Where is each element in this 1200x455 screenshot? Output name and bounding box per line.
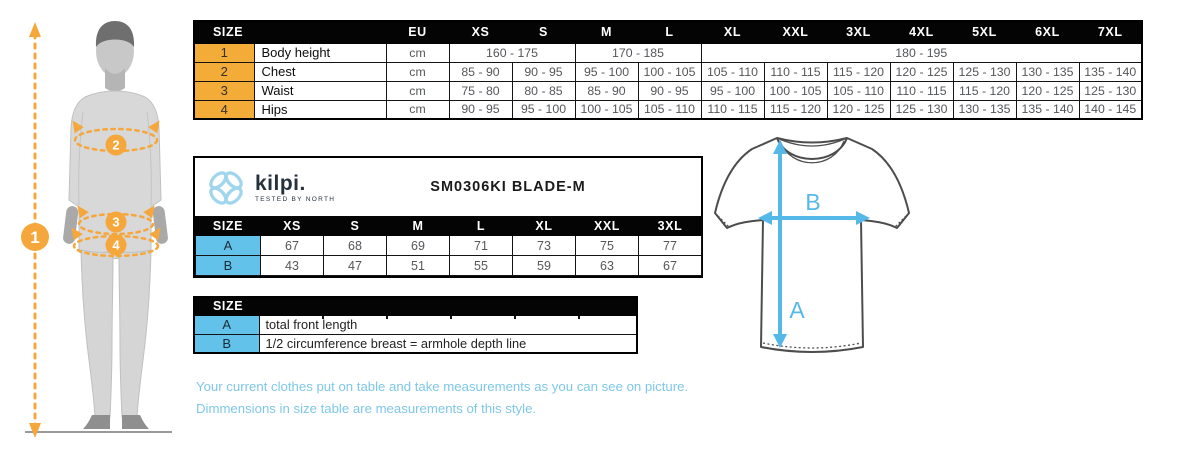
body-table-header-row bbox=[194, 21, 1142, 43]
row-label: Waist bbox=[254, 81, 386, 100]
note-line-2: Dimmensions in size table are measurements of this style. bbox=[196, 400, 537, 416]
measurement-row bbox=[194, 81, 1142, 100]
measurement-row bbox=[194, 62, 1142, 81]
column-header-3xl: 3XL bbox=[827, 21, 890, 43]
product-code: SM0306KI BLADE-M bbox=[430, 179, 586, 195]
tshirt-diagram bbox=[700, 125, 960, 375]
range-value: 90 - 95 bbox=[512, 62, 575, 81]
row-unit: cm bbox=[386, 43, 449, 62]
range-value: 115 - 120 bbox=[953, 81, 1016, 100]
range-value: 80 - 85 bbox=[512, 81, 575, 100]
dimension-value: 51 bbox=[387, 256, 450, 276]
range-value: 95 - 100 bbox=[575, 62, 638, 81]
row-number: 4 bbox=[194, 100, 254, 119]
range-value: 135 - 140 bbox=[1016, 100, 1079, 119]
column-header-size: SIZE bbox=[194, 21, 386, 43]
product-size-card bbox=[193, 156, 703, 278]
range-value: 100 - 105 bbox=[638, 62, 701, 81]
dimension-value: 43 bbox=[261, 256, 324, 276]
product-size-table bbox=[195, 216, 702, 276]
dimension-value: 59 bbox=[513, 256, 576, 276]
range-value: 105 - 110 bbox=[827, 81, 890, 100]
range-value: 135 - 140 bbox=[1079, 62, 1142, 81]
range-value: 90 - 95 bbox=[638, 81, 701, 100]
column-header-s: S bbox=[324, 217, 387, 236]
body-measurements-table bbox=[193, 20, 1143, 120]
range-value: 125 - 130 bbox=[953, 62, 1016, 81]
merged-range-value: 180 - 195 bbox=[701, 43, 1142, 62]
legend-description: 1/2 circumference breast = armhole depth line bbox=[259, 334, 637, 353]
range-value: 85 - 90 bbox=[449, 62, 512, 81]
brand-name: kilpi. bbox=[255, 172, 306, 195]
range-value: 90 - 95 bbox=[449, 100, 512, 119]
column-header-xl: XL bbox=[701, 21, 764, 43]
range-value: 140 - 145 bbox=[1079, 100, 1142, 119]
column-header-l: L bbox=[638, 21, 701, 43]
dimension-value: 63 bbox=[576, 256, 639, 276]
dimension-value: 71 bbox=[450, 236, 513, 256]
merged-range-value: 160 - 175 bbox=[449, 43, 575, 62]
marker-1-height bbox=[21, 223, 49, 251]
dimension-value: 75 bbox=[576, 236, 639, 256]
svg-text:B: B bbox=[805, 189, 821, 215]
svg-text:4: 4 bbox=[112, 237, 120, 253]
row-label: Body height bbox=[254, 43, 386, 62]
dimension-value: 67 bbox=[261, 236, 324, 256]
legend-header-row bbox=[194, 297, 637, 315]
column-header-3xl: 3XL bbox=[639, 217, 702, 236]
range-value: 85 - 90 bbox=[575, 81, 638, 100]
svg-text:1: 1 bbox=[30, 228, 40, 247]
measurement-row bbox=[194, 100, 1142, 119]
dimension-label: A bbox=[196, 236, 261, 256]
brand-tagline: TESTED BY NORTH bbox=[255, 196, 336, 203]
column-header-xl: XL bbox=[513, 217, 576, 236]
range-value: 120 - 125 bbox=[827, 100, 890, 119]
legend-description: total front length bbox=[259, 315, 637, 334]
marker-2-chest bbox=[106, 135, 127, 156]
marker-4-hips bbox=[106, 235, 127, 256]
column-header-xxl: XXL bbox=[764, 21, 827, 43]
dimension-value: 47 bbox=[324, 256, 387, 276]
dimension-value: 73 bbox=[513, 236, 576, 256]
legend-label: B bbox=[194, 334, 259, 353]
range-value: 115 - 120 bbox=[827, 62, 890, 81]
column-header-l: L bbox=[450, 217, 513, 236]
row-number: 1 bbox=[194, 43, 254, 62]
range-value: 110 - 115 bbox=[701, 100, 764, 119]
dimension-value: 68 bbox=[324, 236, 387, 256]
legend-row bbox=[194, 334, 637, 353]
column-header-4xl: 4XL bbox=[890, 21, 953, 43]
tshirt-outline bbox=[715, 138, 909, 352]
range-value: 110 - 115 bbox=[764, 62, 827, 81]
column-header-xxl: XXL bbox=[576, 217, 639, 236]
dimension-value: 77 bbox=[639, 236, 702, 256]
range-value: 105 - 110 bbox=[638, 100, 701, 119]
range-value: 95 - 100 bbox=[512, 100, 575, 119]
note-line-1: Your current clothes put on table and take measurements as you can see on picture. bbox=[196, 379, 689, 394]
svg-text:2: 2 bbox=[112, 137, 120, 153]
product-table-header-row bbox=[196, 217, 702, 236]
column-header-xs: XS bbox=[261, 217, 324, 236]
column-header-m: M bbox=[387, 217, 450, 236]
range-value: 95 - 100 bbox=[701, 81, 764, 100]
legend-row bbox=[194, 315, 637, 334]
range-value: 120 - 125 bbox=[890, 62, 953, 81]
range-value: 100 - 105 bbox=[575, 100, 638, 119]
column-header-size: SIZE bbox=[196, 217, 261, 236]
merged-range-value: 170 - 185 bbox=[575, 43, 701, 62]
row-number: 3 bbox=[194, 81, 254, 100]
column-header-eu: EU bbox=[386, 21, 449, 43]
svg-text:A: A bbox=[789, 297, 805, 323]
range-value: 120 - 125 bbox=[1016, 81, 1079, 100]
row-label: Chest bbox=[254, 62, 386, 81]
range-value: 110 - 115 bbox=[890, 81, 953, 100]
range-value: 125 - 130 bbox=[890, 100, 953, 119]
range-value: 75 - 80 bbox=[449, 81, 512, 100]
body-measurement-figure bbox=[0, 0, 195, 455]
row-unit: cm bbox=[386, 100, 449, 119]
range-value: 130 - 135 bbox=[953, 100, 1016, 119]
svg-text:3: 3 bbox=[112, 214, 120, 230]
range-value: 130 - 135 bbox=[1016, 62, 1079, 81]
brand-header bbox=[195, 158, 701, 216]
dimension-value: 69 bbox=[387, 236, 450, 256]
column-header-7xl: 7XL bbox=[1079, 21, 1142, 43]
range-value: 115 - 120 bbox=[764, 100, 827, 119]
row-number: 2 bbox=[194, 62, 254, 81]
product-size-row bbox=[196, 256, 702, 276]
measurement-row bbox=[194, 43, 1142, 62]
column-header-m: M bbox=[575, 21, 638, 43]
legend-header: SIZE bbox=[194, 297, 637, 315]
row-unit: cm bbox=[386, 62, 449, 81]
column-header-xs: XS bbox=[449, 21, 512, 43]
column-header-6xl: 6XL bbox=[1016, 21, 1079, 43]
column-header-5xl: 5XL bbox=[953, 21, 1016, 43]
range-value: 105 - 110 bbox=[701, 62, 764, 81]
marker-3-waist bbox=[106, 212, 127, 233]
range-value: 125 - 130 bbox=[1079, 81, 1142, 100]
row-label: Hips bbox=[254, 100, 386, 119]
measurement-legend-table bbox=[193, 296, 638, 354]
column-header-s: S bbox=[512, 21, 575, 43]
legend-label: A bbox=[194, 315, 259, 334]
row-unit: cm bbox=[386, 81, 449, 100]
dimension-value: 67 bbox=[639, 256, 702, 276]
range-value: 100 - 105 bbox=[764, 81, 827, 100]
product-size-row bbox=[196, 236, 702, 256]
measurement-note bbox=[196, 376, 688, 419]
dimension-label: B bbox=[196, 256, 261, 276]
dimension-value: 55 bbox=[450, 256, 513, 276]
